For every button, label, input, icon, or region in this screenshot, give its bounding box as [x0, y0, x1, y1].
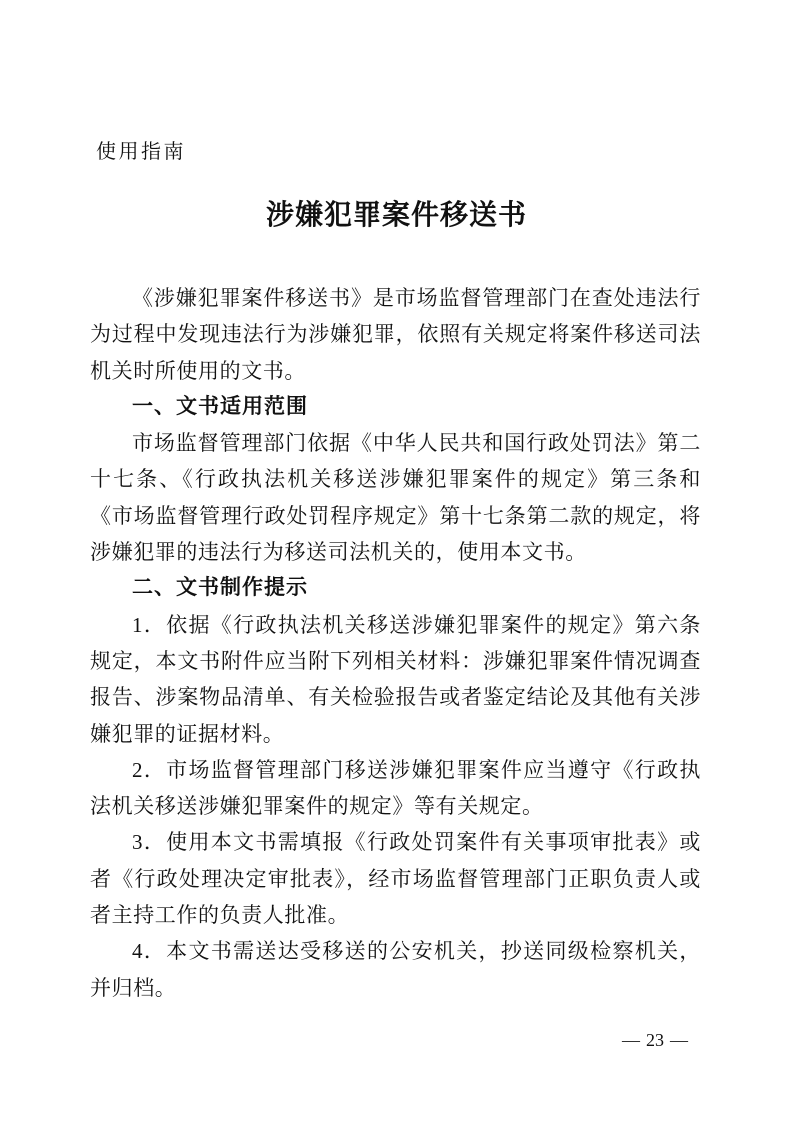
intro-paragraph: 《涉嫌犯罪案件移送书》是市场监督管理部门在查处违法行为过程中发现违法行为涉嫌犯罪，依照有关规定将案件移送司法机关时所使用的文书。 [90, 286, 701, 383]
document-body [90, 280, 701, 1006]
section-2-item-3: 3．使用本文书需填报《行政处罚案件有关事项审批表》或者《行政处理决定审批表》，经市场监督管理部门正职负责人或者主持工作的负责人批准。 [90, 830, 701, 928]
section-2-heading: 二、文书制作提示 [132, 576, 308, 600]
page-footer [616, 1028, 694, 1052]
section-1-paragraph: 市场监督管理部门依据《中华人民共和国行政处罚法》第二十七条、《行政执法机关移送涉嫌犯罪案件的规定》第三条和《市场监督管理行政处罚程序规定》第十七条第二款的规定，将涉嫌犯罪的违法行为移送司法机关的，使用本文书。 [90, 431, 701, 565]
footer-right-dash: — [670, 1030, 688, 1050]
page-title: 涉嫌犯罪案件移送书 [265, 200, 527, 231]
section-2-item-1: 1．依据《行政执法机关移送涉嫌犯罪案件的规定》第六条规定，本文书附件应当附下列相关材料：涉嫌犯罪案件情况调查报告、涉案物品清单、有关检验报告或者鉴定结论及其他有关涉嫌犯罪的证据材料。 [90, 612, 701, 746]
guide-label: 使用指南 [96, 141, 186, 163]
footer-left-dash: — [622, 1030, 640, 1050]
page-number: 23 [646, 1030, 664, 1050]
section-1-heading: 一、文书适用范围 [132, 394, 308, 418]
section-2-item-4: 4．本文书需送达受移送的公安机关，抄送同级检察机关，并归档。 [90, 939, 701, 1000]
section-2-item-2: 2．市场监督管理部门移送涉嫌犯罪案件应当遵守《行政执法机关移送涉嫌犯罪案件的规定》等有关规定。 [90, 757, 701, 819]
